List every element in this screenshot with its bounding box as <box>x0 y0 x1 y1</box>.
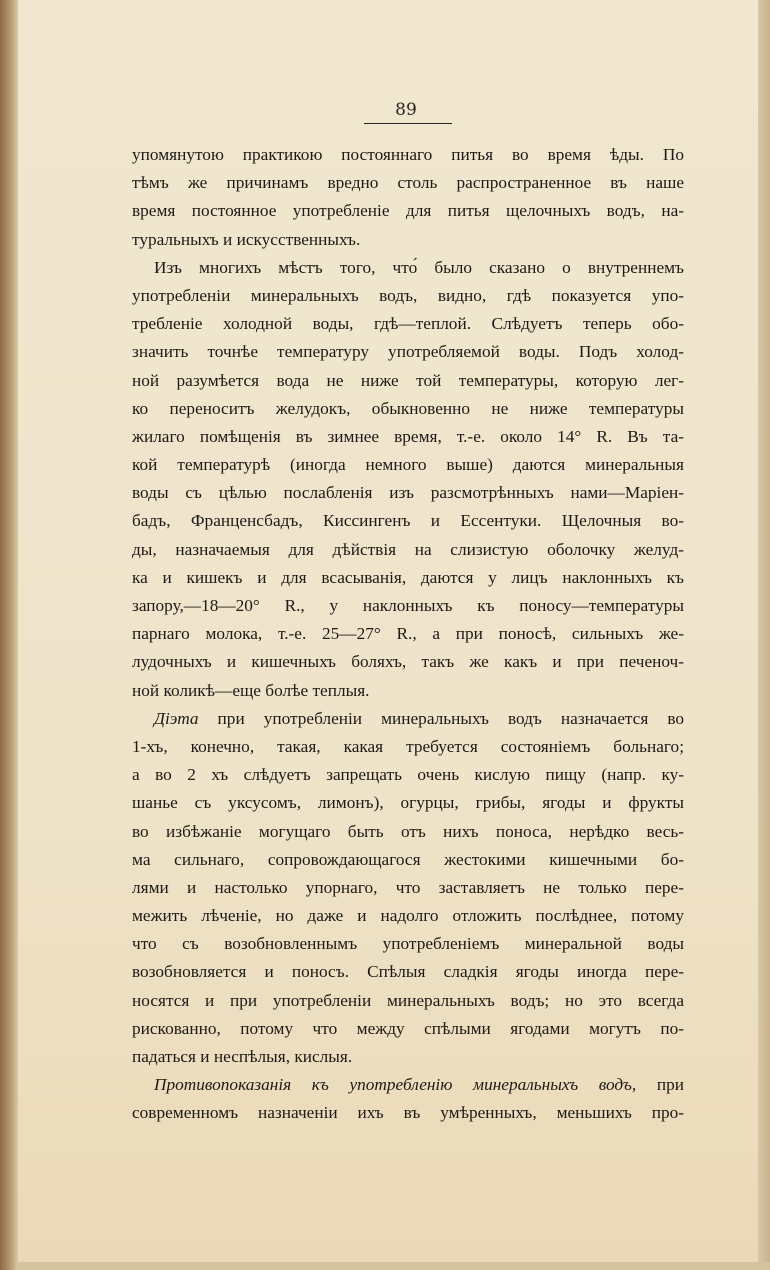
text-line: лями и настолько упорнаго, что заставляетъ не только пере- <box>132 877 684 897</box>
text-line: ной коликѣ—еще болѣе теплыя. <box>132 680 370 700</box>
text-line: что съ возобновленнымъ употребленіемъ минеральной воды <box>132 934 684 954</box>
page-number: 89 <box>395 100 417 120</box>
text-line: ды, назначаемыя для дѣйствія на слизистую оболочку желуд- <box>132 539 684 559</box>
text-line: упомянутою практикою постояннаго питья во время ѣды. По <box>132 145 684 164</box>
italic-heading: Противопоказанія къ употребленію минеральныхъ водъ, <box>154 1075 637 1095</box>
text-line: парнаго молока, т.-е. 25—27° R., а при поносѣ, сильныхъ же- <box>132 624 684 644</box>
text-line: бадъ, Франценсбадъ, Киссингенъ и Ессентуки. Щелочныя во- <box>132 511 684 531</box>
italic-term: Діэта <box>154 708 199 728</box>
text-line: ма сильнаго, сопровождающагося жестокими кишечными бо- <box>132 849 684 869</box>
text-line: лудочныхъ и кишечныхъ боляхъ, такъ же какъ и при печеноч- <box>132 652 684 672</box>
text-line: возобновляется и поносъ. Спѣлыя сладкія ягоды иногда пере- <box>132 962 684 982</box>
text-line: ка и кишекъ и для всасыванія, даются у лицъ наклонныхъ къ <box>132 567 684 587</box>
text-line: падаться и неспѣлыя, кислыя. <box>132 1047 353 1066</box>
page-number-rule <box>364 123 452 124</box>
text-line <box>132 1071 684 1099</box>
text-line: требленіе холодной воды, гдѣ—теплой. Слѣдуетъ теперь обо- <box>132 314 684 334</box>
text-line: 1-хъ, конечно, такая, какая требуется состояніемъ больнаго; <box>132 736 684 756</box>
text-line: значить точнѣе температуру употребляемой воды. Подъ холод- <box>132 342 684 362</box>
text-line: современномъ назначеніи ихъ въ умѣренныхъ, меньшихъ про- <box>132 1103 684 1123</box>
text-fragment: при <box>636 1075 684 1095</box>
body-text <box>132 141 684 1128</box>
text-line: тѣмъ же причинамъ вредно столь распространенное въ наше <box>132 173 684 193</box>
text-line: кой температурѣ (иногда немного выше) даются минеральныя <box>132 455 684 475</box>
book-binding <box>0 0 18 1270</box>
text-line: воды съ цѣлью послабленія изъ разсмотрѣнныхъ нами—Маріен- <box>132 483 684 503</box>
text-line: запору,—18—20° R., у наклонныхъ къ поносу—температуры <box>132 596 684 615</box>
text-line: туральныхъ и искусственныхъ. <box>132 229 361 249</box>
text-line: ной разумѣется вода не ниже той температуры, которую лег- <box>132 370 684 390</box>
text-fragment: при употребленіи минеральныхъ водъ назначается во <box>198 708 684 728</box>
text-line: во избѣжаніе могущаго быть отъ нихъ поноса, нерѣдко весь- <box>132 821 684 841</box>
text-line: шанье съ уксусомъ, лимонъ), огурцы, грибы, ягоды и фрукты <box>132 793 684 813</box>
text-line: жилаго помѣщенія въ зимнее время, т.-е. около 14° R. Въ та- <box>132 426 684 446</box>
text-line: употребленіи минеральныхъ водъ, видно, гдѣ показуется упо- <box>132 285 684 305</box>
text-line: ко переноситъ желудокъ, обыкновенно не ниже температуры <box>132 398 684 418</box>
text-line: носятся и при употребленіи минеральныхъ водъ; но это всегда <box>132 990 684 1010</box>
text-line: межить лѣченіе, но даже и надолго отложить послѣднее, потому <box>132 906 684 926</box>
text-line: рискованно, потому что между спѣлыми ягодами могутъ по- <box>132 1018 684 1038</box>
text-line: а во 2 хъ слѣдуетъ запрещать очень кислую пищу (напр. ку- <box>132 765 684 785</box>
page-bottom-edge <box>18 1262 770 1270</box>
text-line: время постоянное употребленіе для питья щелочныхъ водъ, на- <box>132 201 684 221</box>
text-line <box>132 705 684 733</box>
page-edge <box>758 0 770 1270</box>
text-line: Изъ многихъ мѣстъ того, что́ было сказано о внутреннемъ <box>154 257 684 277</box>
